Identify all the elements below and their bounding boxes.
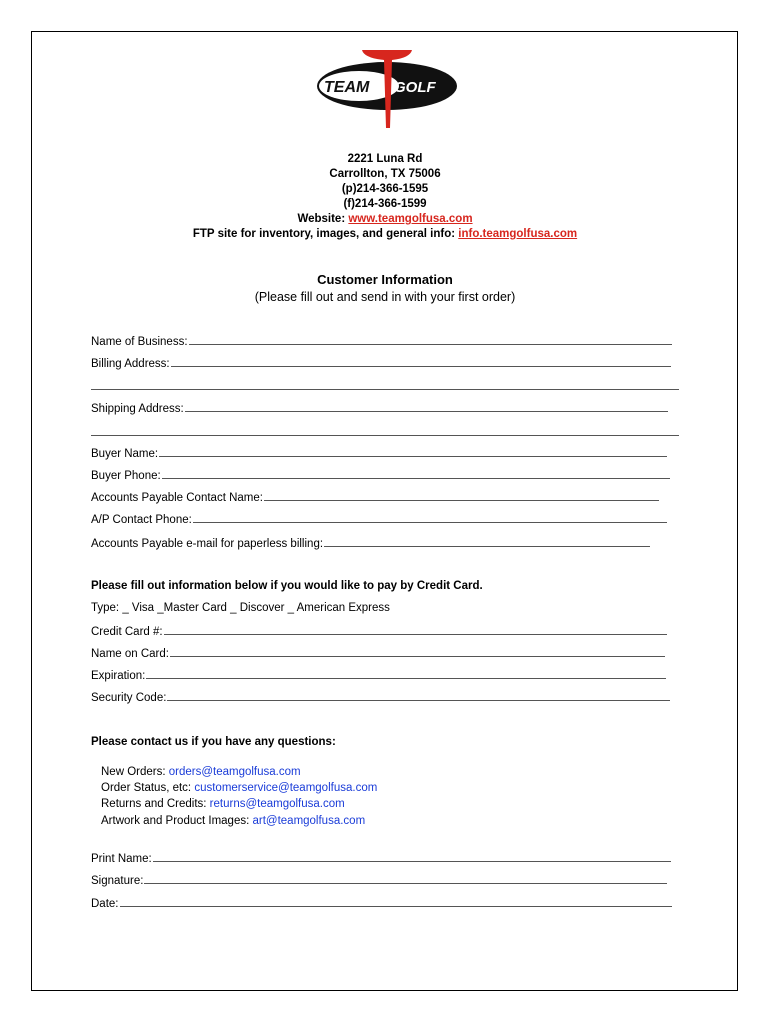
business-name-field[interactable] bbox=[91, 335, 672, 348]
contact-heading: Please contact us if you have any questions: bbox=[91, 736, 336, 748]
address-street: 2221 Luna Rd bbox=[347, 153, 423, 165]
card-number-field[interactable] bbox=[91, 625, 667, 638]
expiration-line[interactable] bbox=[146, 669, 666, 679]
credit-card-heading: Please fill out information below if you would like to pay by Credit Card. bbox=[91, 580, 483, 592]
ftp-label: FTP site for inventory, images, and general info: bbox=[192, 228, 459, 240]
security-code-line[interactable] bbox=[167, 691, 670, 701]
contact-new-orders bbox=[101, 766, 301, 778]
security-code-field[interactable] bbox=[91, 691, 670, 704]
card-number-line[interactable] bbox=[164, 625, 667, 635]
new-orders-label: New Orders: bbox=[101, 766, 169, 778]
print-name-label: Print Name: bbox=[91, 853, 152, 865]
buyer-phone-label: Buyer Phone: bbox=[91, 470, 161, 482]
buyer-phone-field[interactable] bbox=[91, 469, 670, 482]
business-name-line[interactable] bbox=[189, 335, 672, 345]
order-status-email-link[interactable]: customerservice@teamgolfusa.com bbox=[194, 782, 378, 794]
ap-contact-name-label: Accounts Payable Contact Name: bbox=[91, 492, 263, 504]
website-link[interactable]: www.teamgolfusa.com bbox=[348, 213, 473, 225]
billing-address-field[interactable] bbox=[91, 357, 671, 370]
expiration-field[interactable] bbox=[91, 669, 666, 682]
address-phone: (p)214-366-1595 bbox=[341, 183, 429, 195]
shipping-address-label: Shipping Address: bbox=[91, 403, 184, 415]
security-code-label: Security Code: bbox=[91, 692, 167, 704]
buyer-name-line[interactable] bbox=[159, 447, 667, 457]
buyer-name-field[interactable] bbox=[91, 447, 667, 460]
billing-address-label: Billing Address: bbox=[91, 358, 170, 370]
logo-text-golf: GOLF bbox=[394, 79, 436, 96]
customer-info-subtitle: (Please fill out and send in with your first order) bbox=[254, 290, 516, 304]
name-on-card-label: Name on Card: bbox=[91, 648, 169, 660]
print-name-line[interactable] bbox=[153, 852, 671, 862]
ap-contact-phone-field[interactable] bbox=[91, 513, 667, 526]
buyer-phone-line[interactable] bbox=[162, 469, 670, 479]
returns-label: Returns and Credits: bbox=[101, 798, 210, 810]
artwork-label: Artwork and Product Images: bbox=[101, 815, 253, 827]
shipping-address-line-2[interactable] bbox=[91, 435, 679, 436]
print-name-field[interactable] bbox=[91, 852, 671, 865]
website-label: Website: bbox=[297, 213, 349, 225]
date-line[interactable] bbox=[120, 897, 672, 907]
ap-email-label: Accounts Payable e-mail for paperless billing: bbox=[91, 538, 324, 550]
name-on-card-line[interactable] bbox=[170, 647, 665, 657]
team-golf-logo bbox=[314, 44, 460, 130]
customer-info-title: Customer Information bbox=[317, 272, 453, 287]
logo-text-team: TEAM bbox=[324, 79, 370, 96]
ap-contact-name-line[interactable] bbox=[264, 491, 659, 501]
business-name-label: Name of Business: bbox=[91, 336, 188, 348]
signature-label: Signature: bbox=[91, 875, 144, 887]
billing-address-line[interactable] bbox=[171, 357, 671, 367]
expiration-label: Expiration: bbox=[91, 670, 146, 682]
ap-email-line[interactable] bbox=[324, 537, 650, 547]
ap-contact-phone-line[interactable] bbox=[193, 513, 667, 523]
buyer-name-label: Buyer Name: bbox=[91, 448, 159, 460]
shipping-address-line[interactable] bbox=[185, 402, 668, 412]
signature-field[interactable] bbox=[91, 874, 667, 887]
card-type-options[interactable]: Type: _ Visa _Master Card _ Discover _ American Express bbox=[91, 602, 390, 614]
name-on-card-field[interactable] bbox=[91, 647, 665, 660]
card-number-label: Credit Card #: bbox=[91, 626, 163, 638]
ftp-line bbox=[0, 227, 770, 242]
order-status-label: Order Status, etc: bbox=[101, 782, 195, 794]
contact-artwork bbox=[101, 815, 365, 827]
new-orders-email-link[interactable]: orders@teamgolfusa.com bbox=[168, 766, 301, 778]
ap-email-field[interactable] bbox=[91, 537, 650, 550]
signature-line[interactable] bbox=[144, 874, 667, 884]
website-line bbox=[0, 212, 770, 227]
date-label: Date: bbox=[91, 898, 119, 910]
contact-order-status bbox=[101, 782, 377, 794]
ftp-link[interactable]: info.teamgolfusa.com bbox=[458, 228, 578, 240]
address-city: Carrollton, TX 75006 bbox=[329, 168, 441, 180]
shipping-address-field[interactable] bbox=[91, 402, 668, 415]
billing-address-line-2[interactable] bbox=[91, 389, 679, 390]
address-fax: (f)214-366-1599 bbox=[343, 198, 427, 210]
returns-email-link[interactable]: returns@teamgolfusa.com bbox=[209, 798, 345, 810]
ap-contact-phone-label: A/P Contact Phone: bbox=[91, 514, 192, 526]
date-field[interactable] bbox=[91, 897, 672, 910]
contact-returns bbox=[101, 798, 345, 810]
artwork-email-link[interactable]: art@teamgolfusa.com bbox=[252, 815, 366, 827]
ap-contact-name-field[interactable] bbox=[91, 491, 659, 504]
